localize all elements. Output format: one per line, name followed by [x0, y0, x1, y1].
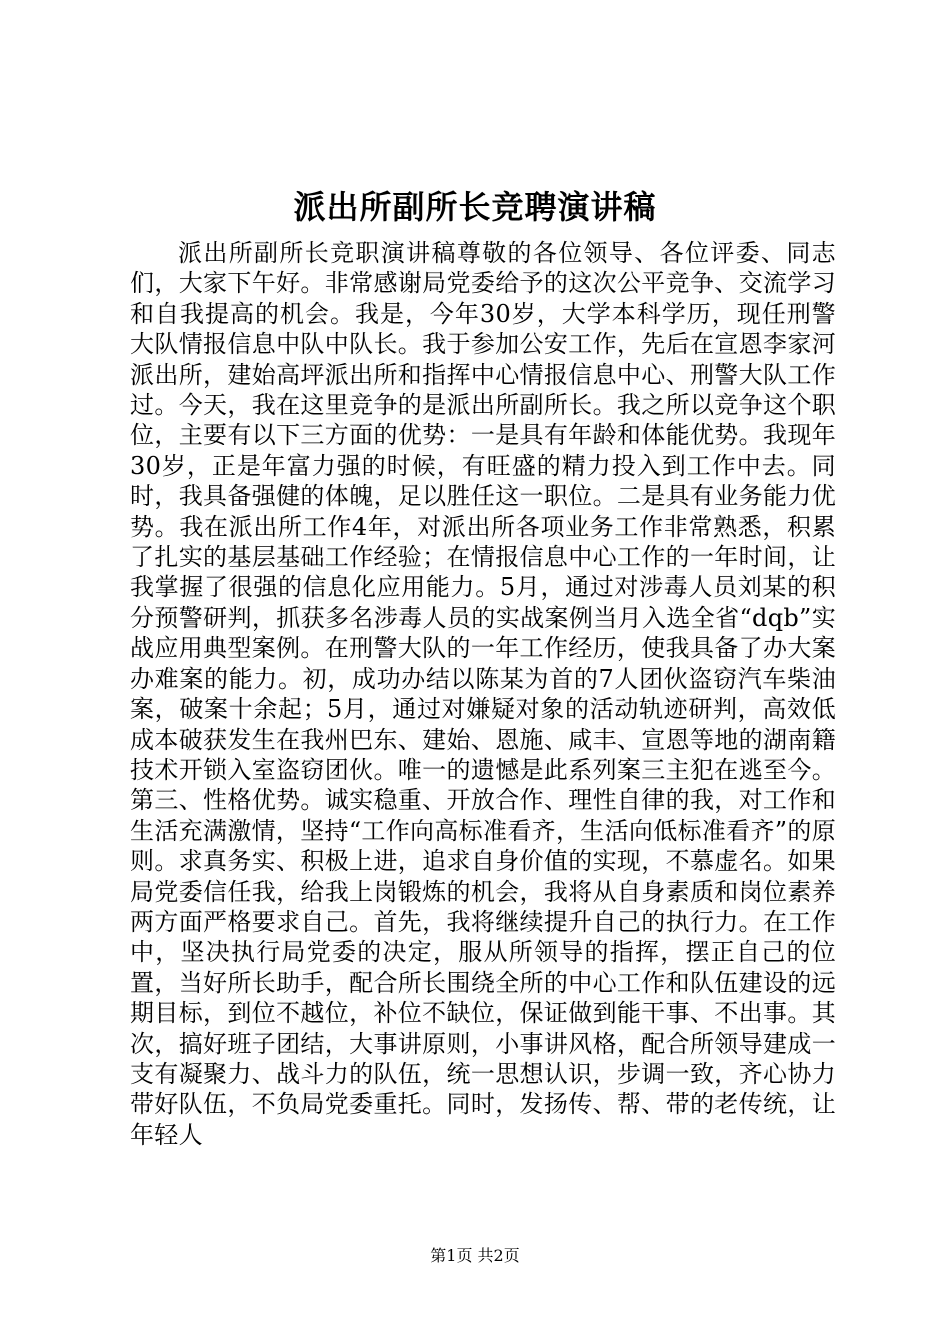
- page-footer: 第1页 共2页: [430, 1246, 520, 1265]
- document-body: 派出所副所长竞职演讲稿尊敬的各位领导、各位评委、同志们，大家下午好。非常感谢局党委给予的这次公平竞争、交流学习和自我提高的机会。我是，今年30岁，大学本科学历，现任刑警大队情报信息中队中队长。我于参加公安工作，先后在宣恩李家河派出所，建始高坪派出所和指挥中心情报信息中心、刑警大队工作过。今天，我在这里竞争的是派出所副所长。我之所以竞争这个职位，主要有以下三方面的优势：一是具有年龄和体能优势。我现年30岁，正是年富力强的时候，有旺盛的精力投入到工作中去。同时，我具备强健的体魄，足以胜任这一职位。二是具有业务能力优势。我在派出所工作4年，对派出所各项业务工作非常熟悉，积累了扎实的基层基础工作经验；在情报信息中心工作的一年时间，让我掌握了很强的信息化应用能力。5月，通过对涉毒人员刘某的积分预警研判，抓获多名涉毒人员的实战案例当月入选全省“dqb”实战应用典型案例。在刑警大队的一年工作经历，使我具备了办大案办难案的能力。初，成功办结以陈某为首的7人团伙盗窃汽车柴油案，破案十余起；5月，通过对嫌疑对象的活动轨迹研判，高效低成本破获发生在我州巴东、建始、恩施、咸丰、宣恩等地的湖南籍技术开锁入室盗窃团伙。唯一的遗憾是此系列案三主犯在逃至今。第三、性格优势。诚实稳重、开放合作、理性自律的我，对工作和生活充满激情，坚持“工作向高标准看齐，生活向低标准看齐”的原则。求真务实、积极上进，追求自身价值的实现，不慕虚名。如果局党委信任我，给我上岗锻炼的机会，我将从自身素质和岗位素养两方面严格要求自己。首先，我将继续提升自己的执行力。在工作中，坚决执行局党委的决定，服从所领导的指挥，摆正自己的位置，当好所长助手，配合所长围绕全所的中心工作和队伍建设的远期目标，到位不越位，补位不缺位，保证做到能干事、不出事。其次，搞好班子团结，大事讲原则，小事讲风格，配合所领导建成一支有凝聚力、战斗力的队伍，统一思想认识，步调一致，齐心协力带好队伍，不负局党委重托。同时，发扬传、帮、带的老传统，让年轻人: [130, 239, 836, 1149]
- document-title: 派出所副所长竞聘演讲稿: [293, 188, 657, 226]
